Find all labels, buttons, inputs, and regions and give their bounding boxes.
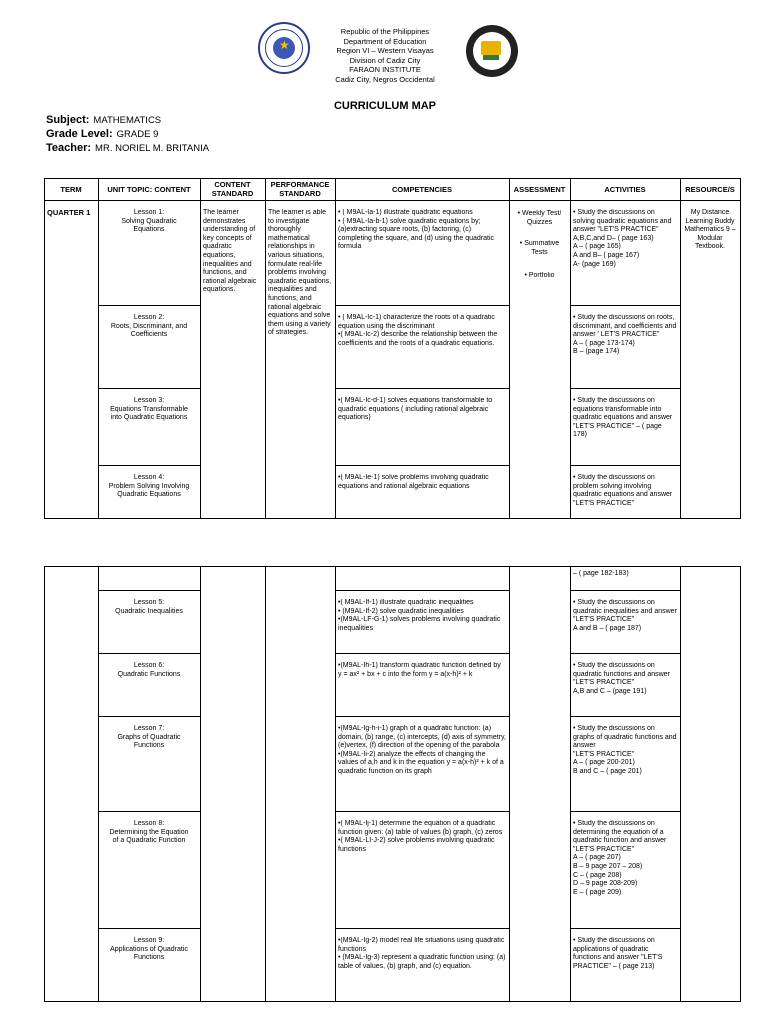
table-horizontal-rule (98, 716, 201, 717)
table-horizontal-rule (44, 566, 741, 567)
continued-activity: – ( page 182-183) (573, 570, 629, 577)
competency-cell: •( M9AL-Ie-1) solve problems involving quadratic equations and rational algebraic equations (338, 474, 489, 490)
table-horizontal-rule (335, 716, 510, 717)
table-horizontal-rule (335, 465, 510, 466)
table-vertical-rule (335, 178, 336, 518)
activity-cell: • Study the discussions on solving quadratic equations and answer "LET'S PRACTICE" A,B,C,and D– ( page 163) A – ( page 165) A and B– ( page 167) A- (page 169) (573, 209, 672, 268)
column-header: UNIT TOPIC: CONTENT (107, 184, 191, 194)
table-horizontal-rule (98, 653, 201, 654)
table-horizontal-rule (570, 716, 681, 717)
grade-label: Grade Level: (46, 128, 113, 140)
column-header: PERFORMANCE STANDARD (270, 180, 330, 198)
table-horizontal-rule (335, 928, 510, 929)
table-vertical-rule (200, 178, 201, 518)
table-horizontal-rule (335, 388, 510, 389)
lesson-topic: Lesson 4: Problem Solving Involving Quadratic Equations (108, 474, 190, 499)
lesson-topic: Lesson 1: Solving Quadratic Equations (121, 209, 177, 234)
column-header: ACTIVITIES (604, 184, 646, 194)
performance-standard: The learner is able to investigate thoroughly mathematical relationships in various situations, formulate real-life problems involving quadratic equations, inequalities and functions, and rational algebraic equations and solve them using a variety of strategies. (268, 209, 332, 337)
table-vertical-rule (265, 566, 266, 1001)
table-horizontal-rule (44, 1001, 741, 1002)
subject-value: MATHEMATICS (93, 115, 162, 126)
teacher-line (46, 142, 209, 154)
lesson-topic: Lesson 2: Roots, Discriminant, and Coefficients (110, 314, 188, 339)
activity-cell: • Study the discussions on quadratic inequalities and answer "LET'S PRACTICE" A and B – ( page 187) (573, 599, 677, 632)
grade-value: GRADE 9 (116, 129, 159, 140)
table-horizontal-rule (98, 928, 201, 929)
table-horizontal-rule (570, 653, 681, 654)
table-vertical-rule (680, 566, 681, 1001)
table-horizontal-rule (98, 388, 201, 389)
header-line-1: Republic of the Philippines (340, 27, 430, 36)
assessment-item: • Summative Tests (519, 240, 560, 256)
competency-cell: •( M9AL-Ij-1) determine the equation of a quadratic function given: (a) table of values (b) graph, (c) zeros •( M9AL-LI-J-2) solve problems involving quadratic functions (338, 820, 503, 853)
table-horizontal-rule (335, 590, 510, 591)
lesson-topic: Lesson 5: Quadratic Inequalities (115, 599, 183, 615)
assessment-item: • Portfolio (524, 272, 555, 279)
lesson-topic: Lesson 9: Applications of Quadratic Functions (110, 937, 188, 962)
table-horizontal-rule (98, 590, 201, 591)
table-vertical-rule (98, 566, 99, 1001)
table-horizontal-rule (570, 590, 681, 591)
lesson-topic: Lesson 8: Determining the Equation of a Quadratic Function (109, 820, 189, 845)
table-vertical-rule (680, 178, 681, 518)
header-line-6: Cadiz City, Negros Occidental (335, 75, 435, 84)
table-vertical-rule (200, 566, 201, 1001)
content-standard: The learner demonstrates understanding of key concepts of quadratic equations, inequalities and functions, and rational algebraic equations. (203, 209, 257, 294)
activity-cell: • Study the discussions on graphs of quadratic functions and answer "LET'S PRACTICE" A – ( page 200-201) B and C – ( page 201) (573, 725, 677, 775)
assessment-item: • Weekly Test/ Quizzes (517, 210, 562, 226)
table-horizontal-rule (570, 305, 681, 306)
table-horizontal-rule (335, 305, 510, 306)
subject-label: Subject: (46, 114, 90, 126)
competency-cell: • ( M9AL-Ic-1) characterize the roots of a quadratic equation using the discriminant •( M9AL-Ic-2) describe the relationship between the coefficients and the roots of a quadratic equations. (338, 314, 498, 347)
column-header: RESOURCE/S (685, 184, 735, 194)
table-horizontal-rule (44, 200, 741, 201)
table-horizontal-rule (570, 465, 681, 466)
table-vertical-rule (509, 178, 510, 518)
table-vertical-rule (570, 566, 571, 1001)
grade-line (46, 128, 158, 140)
lesson-topic: Lesson 3: Equations Transformable into Quadratic Equations (110, 397, 188, 422)
table-vertical-rule (570, 178, 571, 518)
activity-cell: • Study the discussions on problem solving involving quadratic equations and answer "LET'S PRACTICE" (573, 474, 673, 507)
column-header: COMPETENCIES (391, 184, 452, 194)
resources-cell: My Distance Learning Buddy Mathematics 9 – Modular Textbook. (684, 209, 736, 251)
table-horizontal-rule (98, 305, 201, 306)
header-line-3: Region VI – Western Visayas (336, 46, 434, 56)
activity-cell: • Study the discussions on determining the equation of a quadratic function and answer "LET'S PRACTICE" A – ( page 207) B – 9 page 207 – 208) C – ( page 208) D – 9 page 208-209) E – ( page 209) (573, 820, 667, 896)
school-seal-logo (466, 25, 518, 77)
activity-cell: • Study the discussions on applications of quadratic functions and answer "LET'S PRACTICE" – ( page 213) (573, 937, 663, 970)
table-horizontal-rule (335, 811, 510, 812)
teacher-label: Teacher: (46, 142, 92, 154)
header-line-2: Department of Education (343, 36, 427, 46)
competency-cell: •(M9AL-Ig-h-i-1) graph of a quadratic function: (a) domain, (b) range, (c) intercepts, (d) axis of symmetry, (e)vertex, (f) direction of the opening of the parabola •(M9AL-Ii-2) analyze the effects of changing the values of a,h and k in the equation y = a(x-h)² + k of a quadratic function on its graph (338, 725, 506, 775)
activity-cell: • Study the discussions on equations transformable into quadratic equations and answer "LET'S PRACTICE" – ( page 178) (573, 397, 673, 439)
competency-cell: • ( M9AL-Ia-1) illustrate quadratic equations • ( M9AL-Ia-b-1) solve quadratic equations by; (a)extracting square roots, (b) factoring, (c) completing the square, and (d) using the quadratic formula (338, 209, 495, 251)
column-header: ASSESSMENT (513, 184, 566, 194)
table-vertical-rule (335, 566, 336, 1001)
lesson-topic: Lesson 6: Quadratic Functions (117, 662, 181, 678)
table-vertical-rule (740, 566, 741, 1001)
header-line-4: Division of Cadiz City (349, 55, 421, 65)
table-vertical-rule (265, 178, 266, 518)
table-vertical-rule (740, 178, 741, 518)
teacher-value: MR. NORIEL M. BRITANIA (95, 143, 210, 154)
table-horizontal-rule (98, 811, 201, 812)
table-horizontal-rule (44, 518, 741, 519)
table-horizontal-rule (570, 811, 681, 812)
competency-cell: •( M9AL-If-1) illustrate quadratic inequalities • (M9AL-If-2) solve quadratic inequalities •(M9AL-LF-G-1) solves problems involving quadratic inequalities (338, 599, 501, 632)
subject-line (46, 114, 161, 126)
column-header: CONTENT STANDARD (211, 180, 254, 198)
column-header: TERM (60, 184, 82, 194)
table-horizontal-rule (570, 928, 681, 929)
deped-seal-logo: ★ (258, 22, 310, 74)
lesson-topic: Lesson 7: Graphs of Quadratic Functions (117, 725, 181, 750)
competency-cell: •(M9AL-Ig-2) model real life situations using quadratic functions • (M9AL-Ig-3) represent a quadratic function using: (a) table of values, (b) graph, and (c) equation. (338, 937, 506, 970)
activity-cell: • Study the discussions on roots, discriminant, and coefficients and answer ' LET'S PRACTICE" A – ( page 173-174) B – (page 174) (573, 314, 677, 356)
competency-cell: •( M9AL-Ic-d-1) solves equations transformable to quadratic equations ( including rational algebraic equations) (338, 397, 493, 422)
table-vertical-rule (44, 566, 45, 1001)
activity-cell: • Study the discussions on quadratic functions and answer "LET'S PRACTICE" A,B and C – (page 191) (573, 662, 670, 695)
term-label: QUARTER 1 (47, 209, 91, 217)
competency-cell: •(M9AL-Ih-1) transform quadratic function defined by y = ax² + bx + c into the form y = a(x-h)² + k (338, 662, 501, 678)
table-horizontal-rule (335, 653, 510, 654)
table-horizontal-rule (570, 388, 681, 389)
header-line-5: FARAON INSTITUTE (349, 65, 421, 75)
table-vertical-rule (44, 178, 45, 518)
document-title: CURRICULUM MAP (333, 100, 437, 112)
table-horizontal-rule (98, 465, 201, 466)
table-vertical-rule (509, 566, 510, 1001)
table-vertical-rule (98, 178, 99, 518)
